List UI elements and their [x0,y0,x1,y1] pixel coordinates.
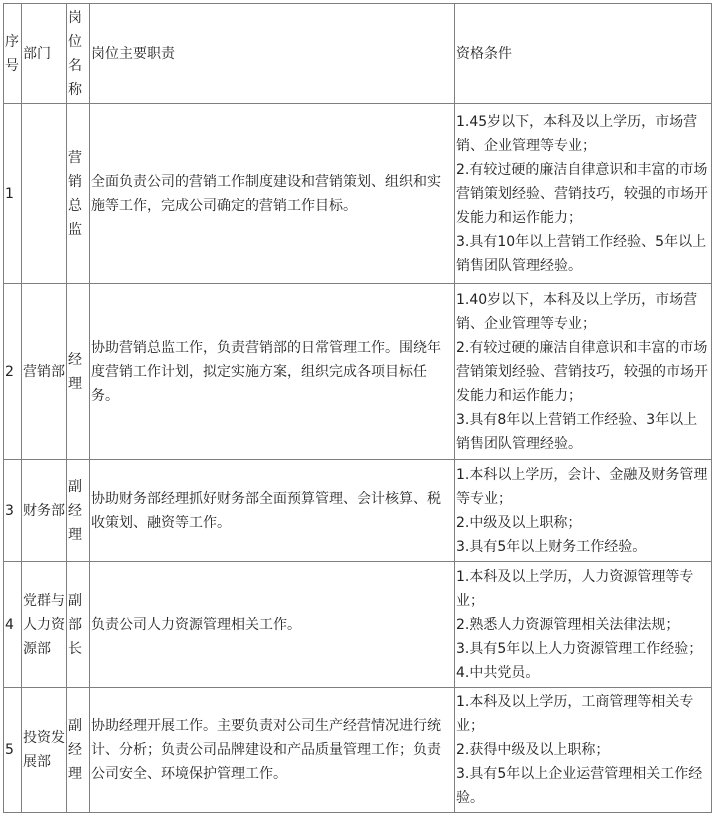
row-no: 5 [4,688,22,813]
row-qualifications [455,688,712,813]
qualification-line: 3.具有5年以上企业运营管理相关工作经验。 [456,766,703,806]
qualification-line: 3.具有5年以上人力资源管理工作经验； 4.中共党员。 [456,640,703,681]
qualification-line: 1.本科及以上学历，工商管理等相关专业； [456,694,694,734]
table-row [4,104,712,284]
qualification-line: 1.本科以上学历，会计、金融及财务管理等专业； [456,466,708,507]
row-position: 副经理 [67,460,90,562]
row-duties: 负责公司人力资源管理相关工作。 [90,562,455,688]
table-row [4,562,712,688]
qualification-line: 1.40岁以下，本科及以上学历，市场营销、企业管理等专业； [456,291,698,332]
row-department: 营销部 [22,284,67,460]
row-no: 1 [4,104,22,284]
qualification-line: 1.本科及以上学历，人力资源管理等专业； [456,568,694,609]
qualification-line: 3.具有5年以上财务工作经验。 [456,538,647,555]
row-qualifications [455,562,712,688]
table-row [4,688,712,813]
qualification-line: 2.熟悉人力资源管理相关法律法规； [456,616,680,633]
table-row [4,284,712,460]
row-no: 4 [4,562,22,688]
row-duties: 全面负责公司的营销工作制度建设和营销策划、组织和实施等工作，完成公司确定的营销工作目标。 [90,104,455,284]
header-duties: 岗位主要职责 [90,4,455,104]
row-position: 副部长 [67,562,90,688]
row-duties: 协助经理开展工作。主要负责对公司生产经营情况进行统计、分析；负责公司品牌建设和产品质量管理工作；负责公司安全、环境保护管理工作。 [90,688,455,813]
qualification-line: 2.有较过硬的廉洁自律意识和丰富的市场营销策划经验、营销技巧，较强的市场开发能力和运作能力； [456,161,708,226]
row-department: 投资发展部 [22,688,67,813]
header-position: 岗位名称 [67,4,90,104]
row-position: 营销总监 [67,104,90,284]
header-qualifications: 资格条件 [455,4,712,104]
row-qualifications [455,460,712,562]
row-position: 副经理 [67,688,90,813]
qualification-line: 3.具有8年以上营销工作经验、3年以上销售团队管理经验。 [456,411,698,452]
header-row [4,4,712,104]
row-department [22,104,67,284]
row-no: 2 [4,284,22,460]
row-duties: 协助营销总监工作，负责营销部的日常管理工作。围绕年度营销工作计划，拟定实施方案，组织完成各项目标任务。 [90,284,455,460]
qualification-line: 2.中级及以上职称； [456,514,582,531]
qualification-line: 1.45岁以下，本科及以上学历，市场营销、企业管理等专业； [456,113,698,154]
job-requirements-table [3,3,712,813]
row-no: 3 [4,460,22,562]
header-no: 序号 [4,4,22,104]
qualification-line: 3.具有10年以上营销工作经验、5年以上销售团队管理经验。 [456,233,707,274]
row-position: 经理 [67,284,90,460]
header-department: 部门 [22,4,67,104]
qualification-line: 2.获得中级及以上职称； [456,742,610,758]
row-department: 财务部 [22,460,67,562]
row-department: 党群与人力资源部 [22,562,67,688]
row-qualifications [455,284,712,460]
row-duties: 协助财务部经理抓好财务部全面预算管理、会计核算、税收策划、融资等工作。 [90,460,455,562]
row-qualifications [455,104,712,284]
table-row [4,460,712,562]
qualification-line: 2.有较过硬的廉洁自律意识和丰富的市场营销策划经验、营销技巧，较强的市场开发能力和运作能力； [456,339,708,404]
